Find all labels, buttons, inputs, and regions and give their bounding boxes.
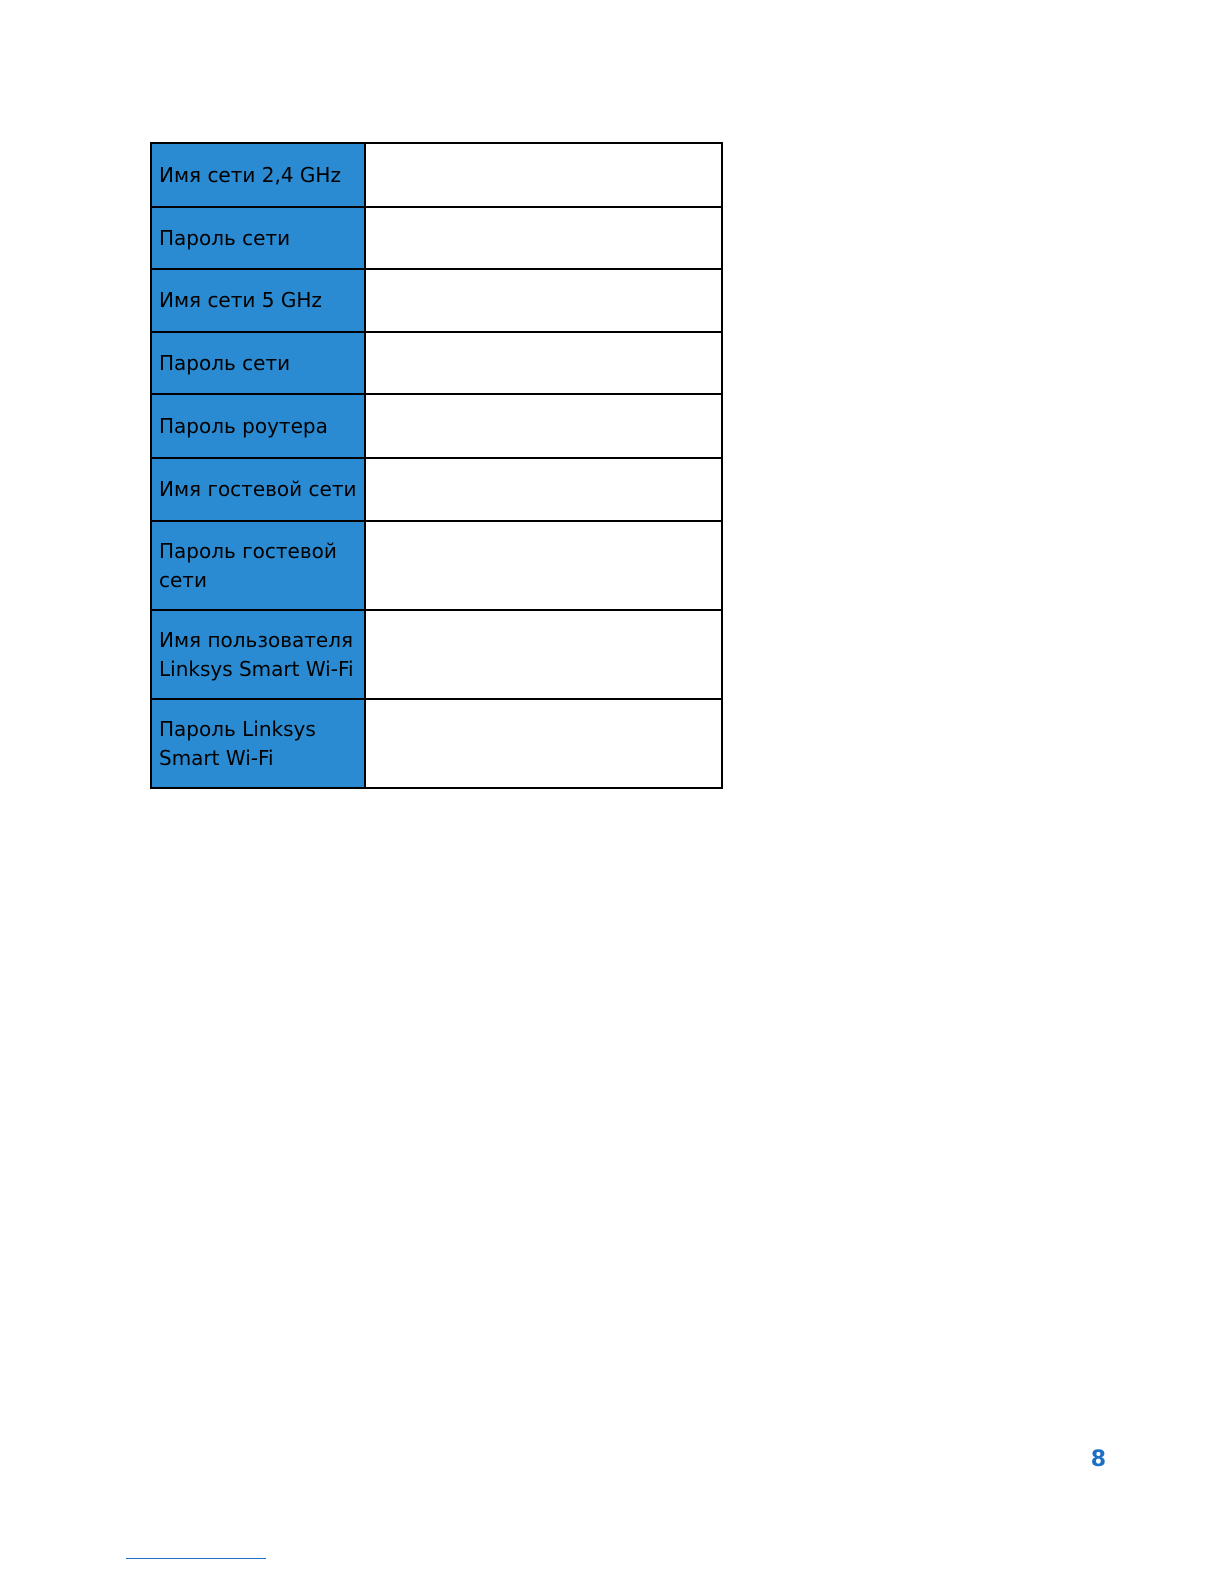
row-value-field[interactable] [365, 394, 722, 458]
table-row [151, 458, 722, 521]
table-row [151, 143, 722, 207]
row-value-field[interactable] [365, 269, 722, 332]
row-value-field[interactable] [365, 610, 722, 699]
row-label: Пароль Linksys Smart Wi-Fi [151, 699, 365, 788]
row-value-field[interactable] [365, 143, 722, 207]
footer-rule [126, 1558, 266, 1559]
row-label: Имя сети 5 GHz [151, 269, 365, 332]
row-label: Имя гостевой сети [151, 458, 365, 521]
table-row [151, 610, 722, 699]
row-label: Пароль роутера [151, 394, 365, 458]
table-row [151, 332, 722, 394]
table-row [151, 269, 722, 332]
row-label: Имя пользователя Linksys Smart Wi-Fi [151, 610, 365, 699]
table-row [151, 699, 722, 788]
row-value-field[interactable] [365, 458, 722, 521]
row-label: Пароль сети [151, 332, 365, 394]
table-row [151, 207, 722, 269]
row-value-field[interactable] [365, 207, 722, 269]
row-value-field[interactable] [365, 699, 722, 788]
row-label: Пароль сети [151, 207, 365, 269]
row-value-field[interactable] [365, 332, 722, 394]
page-number: 8 [1090, 1447, 1106, 1472]
row-value-field[interactable] [365, 521, 722, 610]
row-label: Имя сети 2,4 GHz [151, 143, 365, 207]
table-row [151, 521, 722, 610]
network-settings-table [150, 142, 723, 789]
row-label: Пароль гостевой сети [151, 521, 365, 610]
table-row [151, 394, 722, 458]
